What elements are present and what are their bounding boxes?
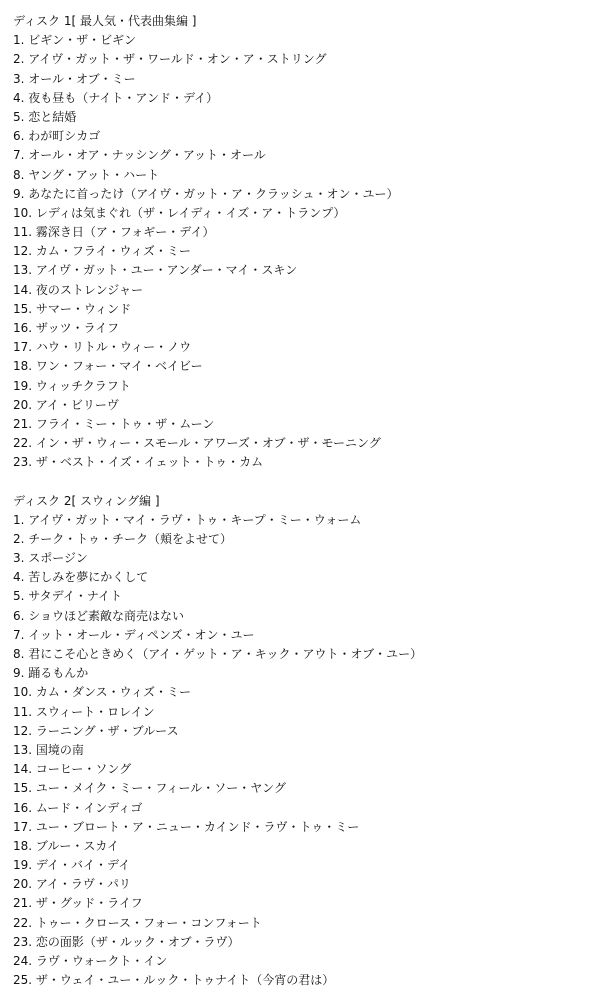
disc-2-track: 8. 君にこそ心ときめく（アイ・ゲット・ア・キック・アウト・オブ・ユー） [13,647,423,661]
disc-1-track: 14. 夜のストレンジャー [13,282,144,297]
disc-1-track: 4. 夜も昼も（ナイト・アンド・デイ） [13,90,219,105]
disc-1-track: 17. ハウ・リトル・ウィー・ノウ [13,340,192,355]
disc-2-track: 20. アイ・ラヴ・パリ [13,877,131,892]
disc-2-track: 4. 苦しみを夢にかくして [13,570,149,585]
disc-2-track: 22. トゥー・クロース・フォー・コンフォート [13,915,262,930]
disc-2-title: ディスク 2[ スウィング編 ] [13,493,160,508]
disc-2-track: 21. ザ・グッド・ライフ [13,896,143,911]
disc-1-track: 6. わが町シカゴ [13,129,101,144]
disc-2-track: 5. サタデイ・ナイト [13,589,122,604]
disc-1-track: 1. ビギン・ザ・ビギン [13,33,137,48]
disc-2-track: 7. イット・オール・ディペンズ・オン・ユー [13,627,255,642]
disc-2-track: 15. ユー・メイク・ミー・フィール・ソー・ヤング [13,781,286,796]
disc-2-track: 24. ラヴ・ウォークト・イン [13,954,168,968]
disc-2-track-list [13,511,600,991]
disc-1-track: 13. アイヴ・ガット・ユー・アンダー・マイ・スキン [13,263,298,278]
disc-2-track: 13. 国境の南 [13,742,84,757]
disc-1-track: 3. オール・オブ・ミー [13,71,136,86]
disc-2-track: 16. ムード・インディゴ [13,800,143,815]
disc-1-track: 16. ザッツ・ライフ [13,321,119,335]
disc-2-track: 3. スポージン [13,551,88,566]
disc-2-track: 23. 恋の面影（ザ・ルック・オブ・ラヴ） [13,934,240,949]
disc-1-title: ディスク 1[ 最人気・代表曲集編 ] [13,14,197,28]
disc-2-track: 19. デイ・バイ・デイ [13,858,131,873]
disc-2-track: 10. カム・ダンス・ウィズ・ミー [13,685,191,700]
disc-2-track: 18. ブルー・スカイ [13,838,120,853]
disc-2-track: 11. スウィート・ロレイン [13,704,155,719]
disc-2-track: 14. コーヒー・ソング [13,762,132,777]
disc-2-track: 6. ショウほど素敵な商売はない [13,608,185,623]
disc-2-track: 9. 踊るもんか [13,666,89,681]
disc-2-track: 25. ザ・ウェイ・ユー・ルック・トゥナイト（今宵の君は） [13,973,335,988]
disc-2-track: 12. ラーニング・ザ・ブルース [13,723,179,738]
disc-1-track-list [13,31,600,472]
disc-1-track: 19. ウィッチクラフト [13,378,131,393]
disc-1-track: 8. ヤング・アット・ハート [13,167,160,182]
disc-1-track: 15. サマー・ウィンド [13,301,132,316]
disc-2-section [13,492,600,991]
disc-1-track: 20. アイ・ビリーヴ [13,397,119,412]
disc-1-track: 7. オール・オア・ナッシング・アット・オール [13,148,266,163]
disc-1-track: 2. アイヴ・ガット・ザ・ワールド・オン・ア・ストリング [13,52,327,67]
disc-1-track: 23. ザ・ベスト・イズ・イェット・トゥ・カム [13,455,264,470]
disc-1-track: 11. 霧深き日（ア・フォギー・デイ） [13,225,215,240]
disc-2-track: 2. チーク・トゥ・チーク（頬をよせて） [13,531,232,546]
disc-1-track: 9. あなたに首ったけ（アイヴ・ガット・ア・クラッシュ・オン・ユー） [13,186,399,201]
disc-2-track: 17. ユー・ブロート・ア・ニュー・カインド・ラヴ・トゥ・ミー [13,819,360,834]
disc-1-track: 10. レディは気まぐれ（ザ・レイディ・イズ・ア・トランプ） [13,205,346,220]
disc-1-track: 5. 恋と結婚 [13,109,77,124]
disc-1-track: 18. ワン・フォー・マイ・ベイビー [13,359,203,374]
disc-1-section [13,12,600,473]
disc-2-track: 1. アイヴ・ガット・マイ・ラヴ・トゥ・キープ・ミー・ウォーム [13,512,362,527]
disc-1-track: 12. カム・フライ・ウィズ・ミー [13,244,191,259]
disc-1-track: 22. イン・ザ・ウィー・スモール・アワーズ・オブ・ザ・モーニング [13,436,381,451]
disc-1-track: 21. フライ・ミー・トゥ・ザ・ムーン [13,416,215,431]
